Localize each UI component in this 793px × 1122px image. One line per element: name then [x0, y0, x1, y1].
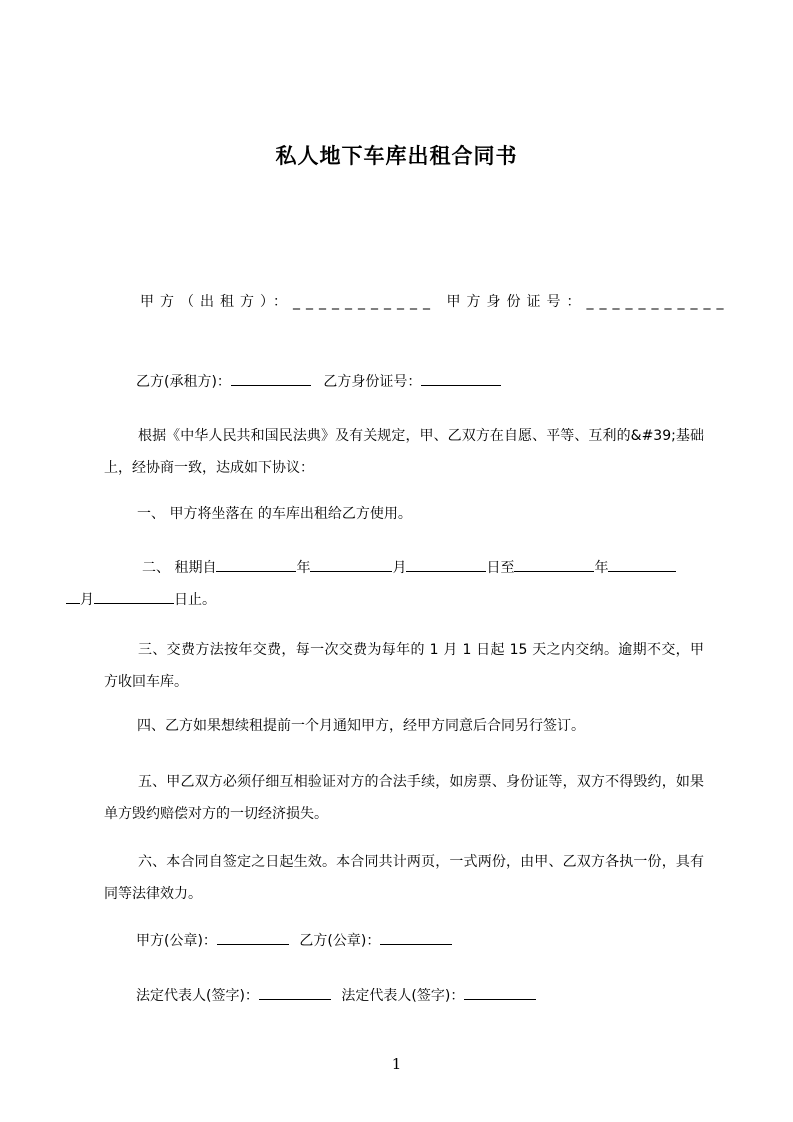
rep-a-blank[interactable] — [259, 985, 331, 1000]
clause-3: 三、交费方法按年交费，每一次交费为每年的 1 月 1 日起 15 天之内交纳。逾期不交，甲方收回车库。 — [104, 642, 704, 690]
clause-2-year2: 年 — [594, 560, 609, 576]
representative-line — [136, 985, 536, 1006]
end-month-blank-cont[interactable] — [66, 589, 80, 604]
party-b-id-blank[interactable] — [421, 371, 501, 386]
seal-b-blank[interactable] — [380, 930, 452, 945]
clause-5: 五、甲乙双方必须仔细互相验证对方的合法手续，如房票、身份证等，双方不得毁约，如果单方毁约赔偿对方的一切经济损失。 — [104, 774, 704, 822]
clause-1: 一、 甲方将坐落在 的车库出租给乙方使用。 — [137, 506, 412, 522]
clause-2-month2: 月 — [80, 592, 94, 608]
seal-line — [136, 930, 452, 951]
seal-a-label: 甲方(公章)： — [136, 933, 217, 949]
clause-4: 四、乙方如果想续租提前一个月通知甲方，经甲方同意后合同另行签订。 — [137, 718, 585, 734]
end-year-blank[interactable] — [514, 557, 594, 572]
page-number: 1 — [391, 1055, 402, 1073]
document-title: 私人地下车库出租合同书 — [275, 144, 518, 168]
clause-2-day1: 日至 — [486, 560, 515, 576]
end-day-blank[interactable] — [94, 589, 174, 604]
party-b-label: 乙方(承租方)： — [136, 374, 231, 390]
seal-a-blank[interactable] — [217, 930, 289, 945]
clause-6: 六、本合同自签定之日起生效。本合同共计两页，一式两份，由甲、乙双方各执一份，具有同等法律效力。 — [104, 854, 704, 902]
seal-b-label: 乙方(公章)： — [299, 933, 381, 949]
rep-b-blank[interactable] — [464, 985, 536, 1000]
start-year-blank[interactable] — [216, 557, 296, 572]
party-b-blank[interactable] — [231, 371, 311, 386]
clause-2-prefix: 二、 租期自 — [142, 560, 217, 576]
intro-paragraph: 根据《中华人民共和国民法典》及有关规定，甲、乙双方在自愿、平等、互利的&#39;基础上，经协商一致，达成如下协议： — [104, 428, 704, 476]
start-month-blank[interactable] — [310, 557, 392, 572]
clause-2-year1: 年 — [296, 560, 311, 576]
party-b-id-label: 乙方身份证号： — [323, 374, 422, 390]
party-a-line: 甲方（出租方）：___________ 甲方身份证号：___________ — [140, 294, 730, 310]
start-day-blank[interactable] — [406, 557, 486, 572]
clause-2-month1: 月 — [392, 560, 407, 576]
end-month-blank[interactable] — [608, 557, 676, 572]
clause-2-end: 日止。 — [174, 592, 216, 608]
party-b-line — [136, 371, 501, 392]
rep-a-label: 法定代表人(签字)： — [136, 988, 259, 1004]
rep-b-label: 法定代表人(签字)： — [341, 988, 465, 1004]
clause-2 — [80, 552, 704, 616]
